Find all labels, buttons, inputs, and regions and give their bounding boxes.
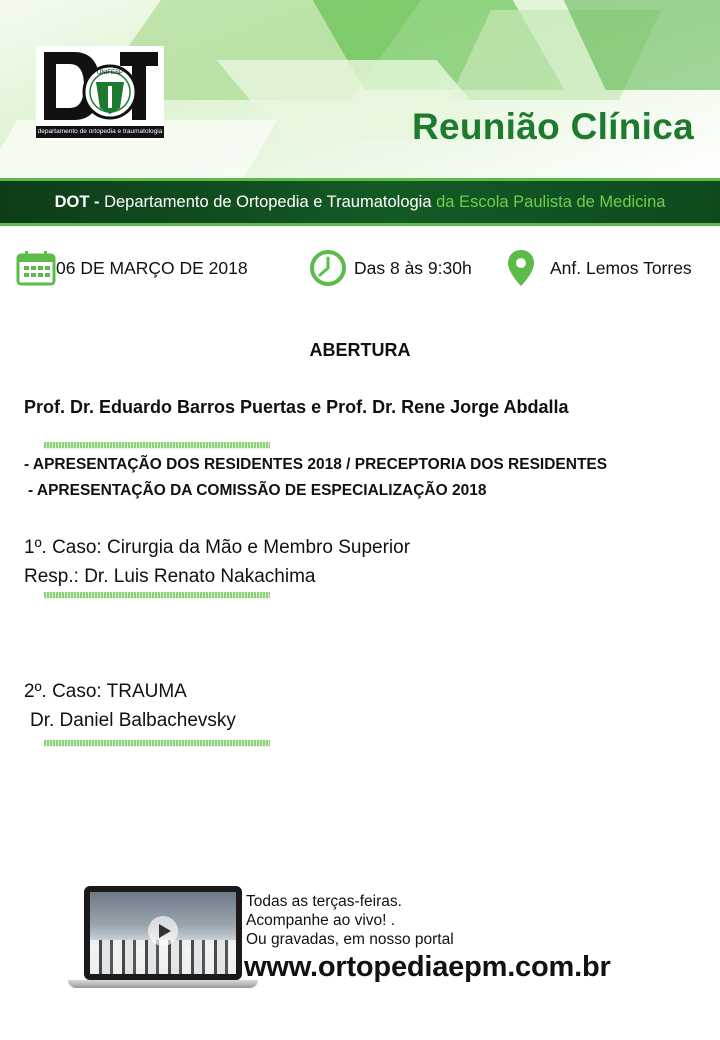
dot-logo-mark xyxy=(40,48,160,124)
logo-caption: departamento de ortopedia e traumatologia xyxy=(36,126,164,138)
header-banner xyxy=(0,0,720,178)
portal-line: Ou gravadas, em nosso portal xyxy=(246,931,454,948)
time-text: Das 8 às 9:30h xyxy=(354,257,472,278)
dot-logo xyxy=(36,46,164,140)
band-school: da Escola Paulista de Medicina xyxy=(436,192,666,211)
event-time xyxy=(306,246,472,290)
case-responsible: Resp.: Dr. Luis Renato Nakachima xyxy=(24,566,316,587)
page-title: Reunião Clínica xyxy=(411,106,694,147)
department-band xyxy=(0,178,720,226)
clock-icon xyxy=(306,248,350,288)
calendar-icon xyxy=(16,250,56,286)
divider xyxy=(44,442,270,448)
case-title: 2º. Caso: TRAUMA xyxy=(24,681,187,702)
opening-heading: ABERTURA xyxy=(309,340,411,360)
speakers: Prof. Dr. Eduardo Barros Puertas e Prof. Dr. Rene Jorge Abdalla xyxy=(24,397,569,417)
portal-info xyxy=(246,892,454,949)
event-date xyxy=(16,246,248,290)
date-text: 06 DE MARÇO DE 2018 xyxy=(56,257,248,278)
portal-line: Acompanhe ao vivo! . xyxy=(246,912,396,929)
case-responsible: Dr. Daniel Balbachevsky xyxy=(30,710,236,731)
divider xyxy=(44,740,270,746)
event-location xyxy=(504,246,692,290)
agenda-item: - APRESENTAÇÃO DOS RESIDENTES 2018 / PRECEPTORIA DOS RESIDENTES xyxy=(24,456,608,473)
agenda-item: - APRESENTAÇÃO DA COMISSÃO DE ESPECIALIZAÇÃO 2018 xyxy=(28,482,487,499)
seal-text: UNIFESP xyxy=(96,70,124,76)
place-text: Anf. Lemos Torres xyxy=(550,257,692,278)
divider xyxy=(44,592,270,598)
band-department: Departamento de Ortopedia e Traumatologia xyxy=(104,192,432,211)
case-title: 1º. Caso: Cirurgia da Mão e Membro Superior xyxy=(24,537,411,558)
portal-url[interactable]: www.ortopediaepm.com.br xyxy=(244,951,611,983)
play-icon xyxy=(148,916,178,946)
laptop-image xyxy=(68,886,258,990)
band-abbr: DOT - xyxy=(54,192,100,211)
portal-line: Todas as terças-feiras. xyxy=(246,893,402,910)
location-pin-icon xyxy=(504,248,538,288)
